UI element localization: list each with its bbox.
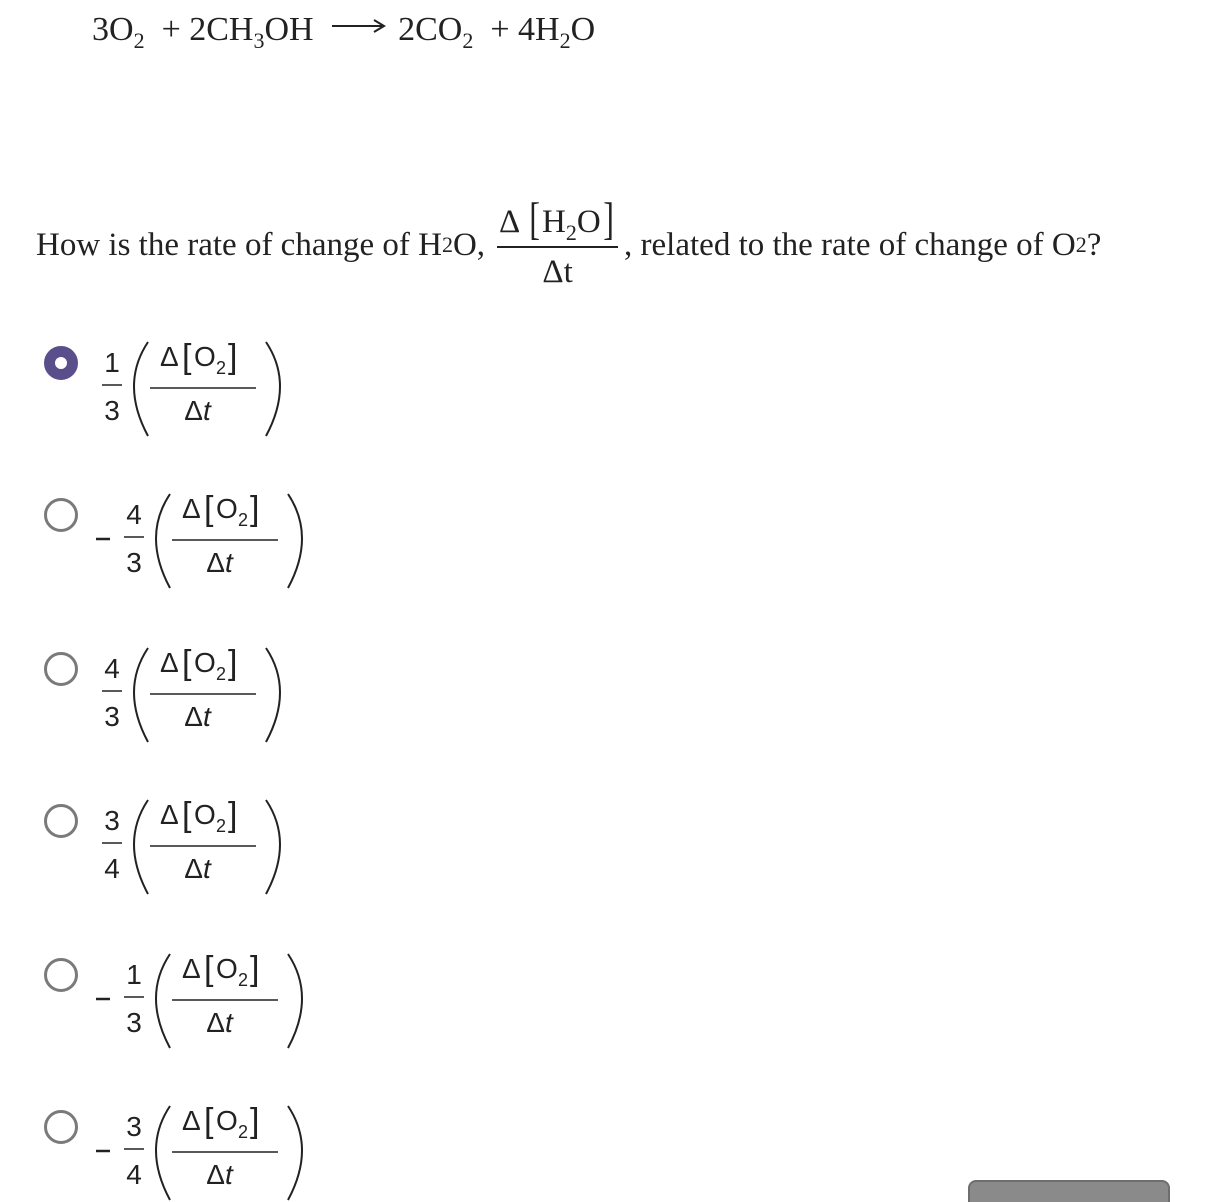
right-paren bbox=[288, 494, 302, 588]
coefficient-numerator: 1 bbox=[126, 959, 142, 990]
species-sub: 2 bbox=[565, 219, 577, 245]
right-paren bbox=[266, 342, 280, 436]
left-paren bbox=[156, 494, 170, 588]
radio-unselected[interactable] bbox=[44, 1110, 78, 1144]
left-bracket: [ bbox=[529, 192, 540, 244]
time-symbol: t bbox=[225, 547, 233, 578]
right-paren bbox=[288, 954, 302, 1048]
reactant1-sub: 2 bbox=[133, 28, 145, 53]
species-o: O bbox=[576, 203, 601, 240]
reactant2-tail: OH bbox=[264, 11, 314, 48]
left-paren bbox=[156, 954, 170, 1048]
water-rate-numerator bbox=[497, 192, 618, 248]
delta-symbol: Δ bbox=[184, 395, 203, 426]
delta-symbol: Δ bbox=[160, 341, 179, 372]
species-sub: 2 bbox=[238, 510, 249, 530]
species-o: O bbox=[194, 341, 216, 372]
species-o: O bbox=[194, 799, 216, 830]
left-paren bbox=[134, 342, 148, 436]
species-sub: 2 bbox=[216, 358, 227, 378]
coefficient-numerator: 3 bbox=[126, 1111, 142, 1142]
delta-symbol: Δ bbox=[160, 799, 179, 830]
left-paren bbox=[134, 800, 148, 894]
plus-sign: + bbox=[490, 11, 510, 48]
delta-symbol: Δ bbox=[182, 1105, 201, 1136]
submit-button[interactable] bbox=[968, 1180, 1170, 1202]
radio-unselected[interactable] bbox=[44, 958, 78, 992]
species-o: O bbox=[216, 953, 238, 984]
answer-option[interactable] bbox=[40, 632, 340, 752]
radio-selected[interactable] bbox=[44, 346, 78, 380]
radio-unselected[interactable] bbox=[44, 804, 78, 838]
rate-expression bbox=[90, 938, 350, 1058]
answer-option[interactable] bbox=[40, 326, 340, 446]
delta-symbol: Δ bbox=[499, 203, 519, 240]
right-bracket: ] bbox=[228, 338, 238, 376]
right-bracket: ] bbox=[228, 644, 238, 682]
product1-base: CO bbox=[415, 11, 463, 48]
reactant1-base: O bbox=[109, 11, 134, 48]
coefficient-denominator: 4 bbox=[126, 1159, 142, 1190]
answer-option[interactable] bbox=[40, 478, 340, 598]
question-end: ? bbox=[1086, 226, 1102, 263]
species-h: H bbox=[542, 203, 566, 240]
delta-symbol: Δ bbox=[206, 1007, 225, 1038]
water-rate-fraction bbox=[497, 192, 618, 292]
coefficient-denominator: 3 bbox=[104, 701, 120, 732]
reactant1-coef: 3 bbox=[92, 11, 109, 48]
right-bracket: ] bbox=[250, 490, 260, 528]
right-bracket: ] bbox=[228, 796, 238, 834]
chemical-equation bbox=[92, 4, 595, 52]
radio-unselected[interactable] bbox=[44, 498, 78, 532]
coefficient-numerator: 4 bbox=[126, 499, 142, 530]
reactant2-sub: 3 bbox=[253, 28, 265, 53]
species-sub: 2 bbox=[216, 816, 227, 836]
species-o: O bbox=[216, 1105, 238, 1136]
rate-expression bbox=[90, 326, 350, 446]
delta-symbol: Δ bbox=[206, 1159, 225, 1190]
delta-symbol: Δ bbox=[182, 953, 201, 984]
reactant2-coef: 2 bbox=[189, 11, 207, 48]
left-bracket: [ bbox=[182, 796, 192, 834]
time-symbol: t bbox=[225, 1007, 233, 1038]
species-sub: 2 bbox=[216, 664, 227, 684]
answer-option[interactable] bbox=[40, 784, 340, 904]
right-bracket: ] bbox=[603, 192, 614, 244]
reactant2-base: CH bbox=[206, 11, 254, 48]
time-symbol: t bbox=[225, 1159, 233, 1190]
species-sub: 2 bbox=[238, 1122, 249, 1142]
coefficient-denominator: 3 bbox=[126, 547, 142, 578]
time-symbol: t bbox=[203, 701, 211, 732]
coefficient-denominator: 3 bbox=[126, 1007, 142, 1038]
coefficient-numerator: 1 bbox=[104, 347, 120, 378]
product2-tail: O bbox=[570, 11, 596, 48]
product2-sub: 2 bbox=[559, 28, 571, 53]
right-paren bbox=[288, 1106, 302, 1200]
delta-symbol: Δ bbox=[160, 647, 179, 678]
left-paren bbox=[156, 1106, 170, 1200]
product1-coef: 2 bbox=[398, 11, 416, 48]
coefficient-denominator: 4 bbox=[104, 853, 120, 884]
left-bracket: [ bbox=[182, 644, 192, 682]
species-o: O bbox=[194, 647, 216, 678]
left-bracket: [ bbox=[204, 1102, 214, 1140]
species-sub: 2 bbox=[238, 970, 249, 990]
delta-symbol: Δ bbox=[206, 547, 225, 578]
radio-unselected[interactable] bbox=[44, 652, 78, 686]
rate-expression bbox=[90, 784, 350, 904]
time-symbol: t bbox=[203, 853, 211, 884]
question-h2o-tail: O, bbox=[452, 226, 486, 263]
right-paren bbox=[266, 648, 280, 742]
delta-symbol: Δ bbox=[182, 493, 201, 524]
plus-sign: + bbox=[161, 11, 181, 48]
rate-expression bbox=[90, 1090, 350, 1202]
answer-option[interactable] bbox=[40, 938, 340, 1058]
water-rate-denominator: Δt bbox=[542, 253, 573, 290]
left-paren bbox=[134, 648, 148, 742]
right-paren bbox=[266, 800, 280, 894]
time-symbol: t bbox=[203, 395, 211, 426]
product1-sub: 2 bbox=[462, 28, 474, 53]
left-bracket: [ bbox=[204, 490, 214, 528]
question-suffix: , related to the rate of change of O bbox=[624, 226, 1076, 263]
right-bracket: ] bbox=[250, 1102, 260, 1140]
coefficient-numerator: 4 bbox=[104, 653, 120, 684]
rate-expression bbox=[90, 632, 350, 752]
delta-symbol: Δ bbox=[184, 701, 203, 732]
delta-symbol: Δ bbox=[184, 853, 203, 884]
left-bracket: [ bbox=[182, 338, 192, 376]
coefficient-numerator: 3 bbox=[104, 805, 120, 836]
reaction-arrow-icon bbox=[330, 4, 388, 24]
species-o: O bbox=[216, 493, 238, 524]
question-prefix: How is the rate of change of H bbox=[36, 226, 442, 263]
product2-base: H bbox=[535, 11, 560, 48]
product2-coef: 4 bbox=[518, 11, 536, 48]
question-text: How is the rate of change of H 2 O, $\frac{\Delta [H_2O]}{\Delta t}$ , related to the rate of change of O 2 ? bbox=[36, 192, 1102, 290]
coefficient-denominator: 3 bbox=[104, 395, 120, 426]
left-bracket: [ bbox=[204, 950, 214, 988]
rate-expression bbox=[90, 478, 350, 598]
answer-option[interactable] bbox=[40, 1090, 340, 1202]
right-bracket: ] bbox=[250, 950, 260, 988]
